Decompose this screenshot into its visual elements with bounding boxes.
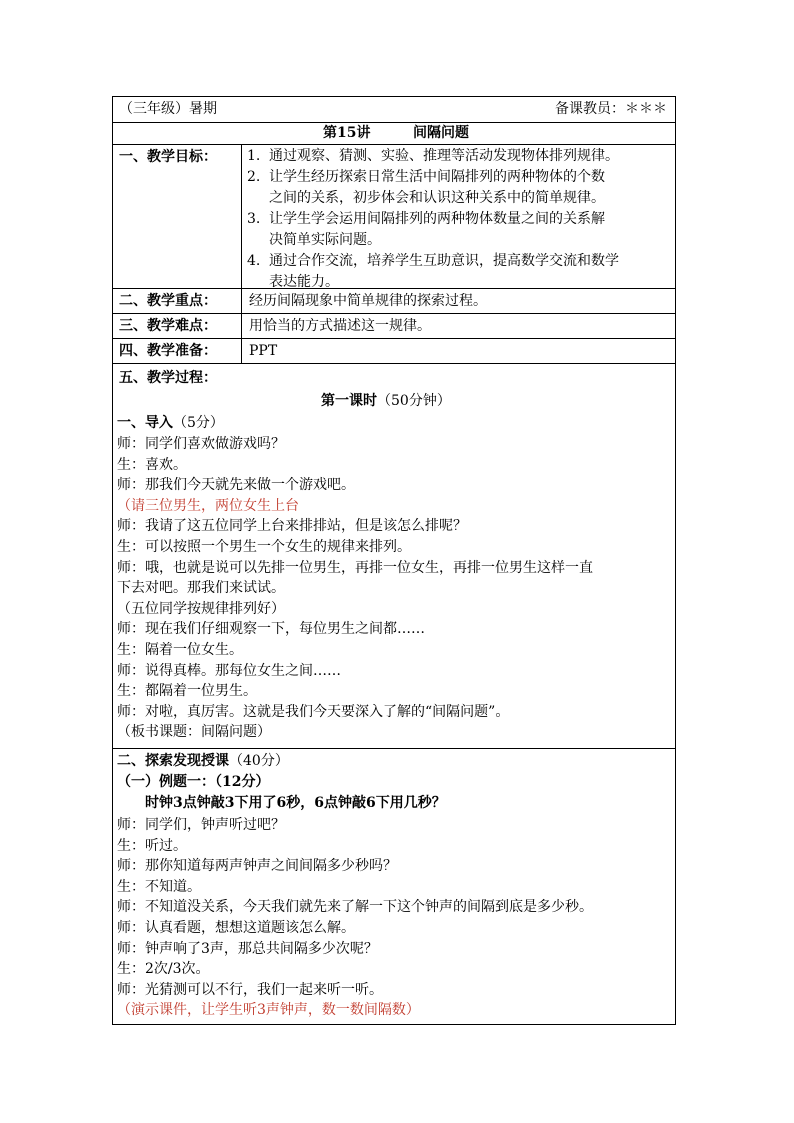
objective-item: 4. 通过合作交流，培养学生互助意识，提高数学交流和数学 表达能力。	[247, 253, 619, 290]
dialogue-line: 生：听过。	[117, 837, 187, 854]
dialogue-line: 师：认真看题，想想这道题该怎么解。	[117, 920, 355, 936]
header-row	[113, 97, 675, 123]
dialogue-line: 师：那你知道每两声钟声之间间隔多少秒吗？	[117, 858, 397, 875]
dialogue-line: 师：光猜测可以不行，我们一起来听一听。	[117, 981, 383, 998]
preparation-label: 四、教学准备：	[119, 343, 217, 359]
difficulty-label: 三、教学难点：	[119, 318, 217, 334]
dialogue-line: 师：对啦，真厉害。这就是我们今天要深入了解的“间隔问题”。	[117, 703, 510, 720]
dialogue-line: 师：我请了这五位同学上台来排排站，但是该怎么排呢？	[117, 518, 467, 535]
process-row	[113, 364, 675, 749]
preparation-row	[113, 339, 675, 364]
dialogue-line: 下去对吧。那我们来试试。	[117, 580, 285, 597]
objective-item: 3. 让学生学会运用间隔排列的两种物体数量之间的关系解 决简单实际问题。	[247, 211, 605, 248]
dialogue-line: 师：那我们今天就先来做一个游戏吧。	[117, 477, 355, 494]
dialogue-line: 师：现在我们仔细观察一下，每位男生之间都……	[117, 621, 425, 638]
objective-item: 2. 让学生经历探索日常生活中间隔排列的两种物体的个数 之间的关系，初步体会和认识这种关系中的简单规律。	[247, 169, 605, 206]
dialogue-line: （板书课题：间隔问题）	[117, 724, 271, 741]
objectives-row	[113, 145, 675, 289]
dialogue-line: 生：都隔着一位男生。	[117, 683, 257, 700]
dialogue-line: 师：同学们喜欢做游戏吗？	[117, 436, 285, 452]
dialogue-line: （五位同学按规律排列好）	[117, 600, 285, 617]
dialogue-line: 生：喜欢。	[117, 456, 187, 473]
key-point-label: 二、教学重点：	[119, 293, 217, 309]
difficulty-row	[113, 314, 675, 339]
objective-item: 1. 通过观察、猜测、实验、推理等活动发现物体排列规律。	[247, 148, 619, 164]
lesson-heading: 第一课时（50分钟）	[321, 393, 451, 409]
dialogue-line: 生：可以按照一个男生一个女生的规律来排列。	[117, 539, 411, 555]
dialogue-line: 生：2次/3次。	[117, 961, 210, 978]
dialogue-line: 生：隔着一位女生。	[117, 642, 243, 658]
dialogue-line: 师：不知道没关系，今天我们就先来了解一下这个钟声的间隔到底是多少秒。	[117, 899, 593, 916]
grade-term: （三年级）暑期	[119, 101, 217, 117]
dialogue-line: 师：同学们，钟声听过吧？	[117, 817, 285, 833]
objectives-label: 一、教学目标：	[119, 149, 217, 165]
lesson-plan-table	[112, 96, 676, 1025]
explore-section	[113, 749, 675, 1026]
key-point-row	[113, 289, 675, 314]
lecture-number: 第15讲	[323, 125, 371, 141]
dialogue-line: 师：钟声响了3声，那总共间隔多少次呢？	[117, 940, 378, 957]
preparation-value: PPT	[249, 343, 278, 359]
dialogue-line: 师：哦，也就是说可以先排一位男生，再排一位女生，再排一位男生这样一直	[117, 559, 593, 576]
explore-heading: 二、探索发现授课（40分）	[117, 753, 289, 769]
key-point-value: 经历间隔现象中简单规律的探索过程。	[249, 293, 487, 309]
example-heading: （一）例题一：（12分）	[117, 774, 270, 790]
dialogue-line: 生：不知道。	[117, 878, 201, 895]
dialogue-line: （请三位男生，两位女生上台	[117, 497, 299, 514]
title-row	[113, 123, 675, 145]
teacher-field: 备课教员：＊＊＊	[555, 101, 667, 117]
dialogue-line: 师：说得真棒。那每位女生之间……	[117, 662, 341, 679]
lecture-topic: 间隔问题	[413, 125, 469, 141]
difficulty-value: 用恰当的方式描述这一规律。	[249, 318, 431, 334]
dialogue-line: （演示课件，让学生听3声钟声，数一数间隔数）	[117, 1002, 420, 1019]
objectives-list	[247, 146, 673, 293]
example-problem: 时钟3点钟敲3下用了6秒，6点钟敲6下用几秒？	[145, 795, 446, 811]
process-label: 五、教学过程：	[119, 370, 217, 386]
intro-heading: 一、导入（5分）	[117, 415, 224, 431]
